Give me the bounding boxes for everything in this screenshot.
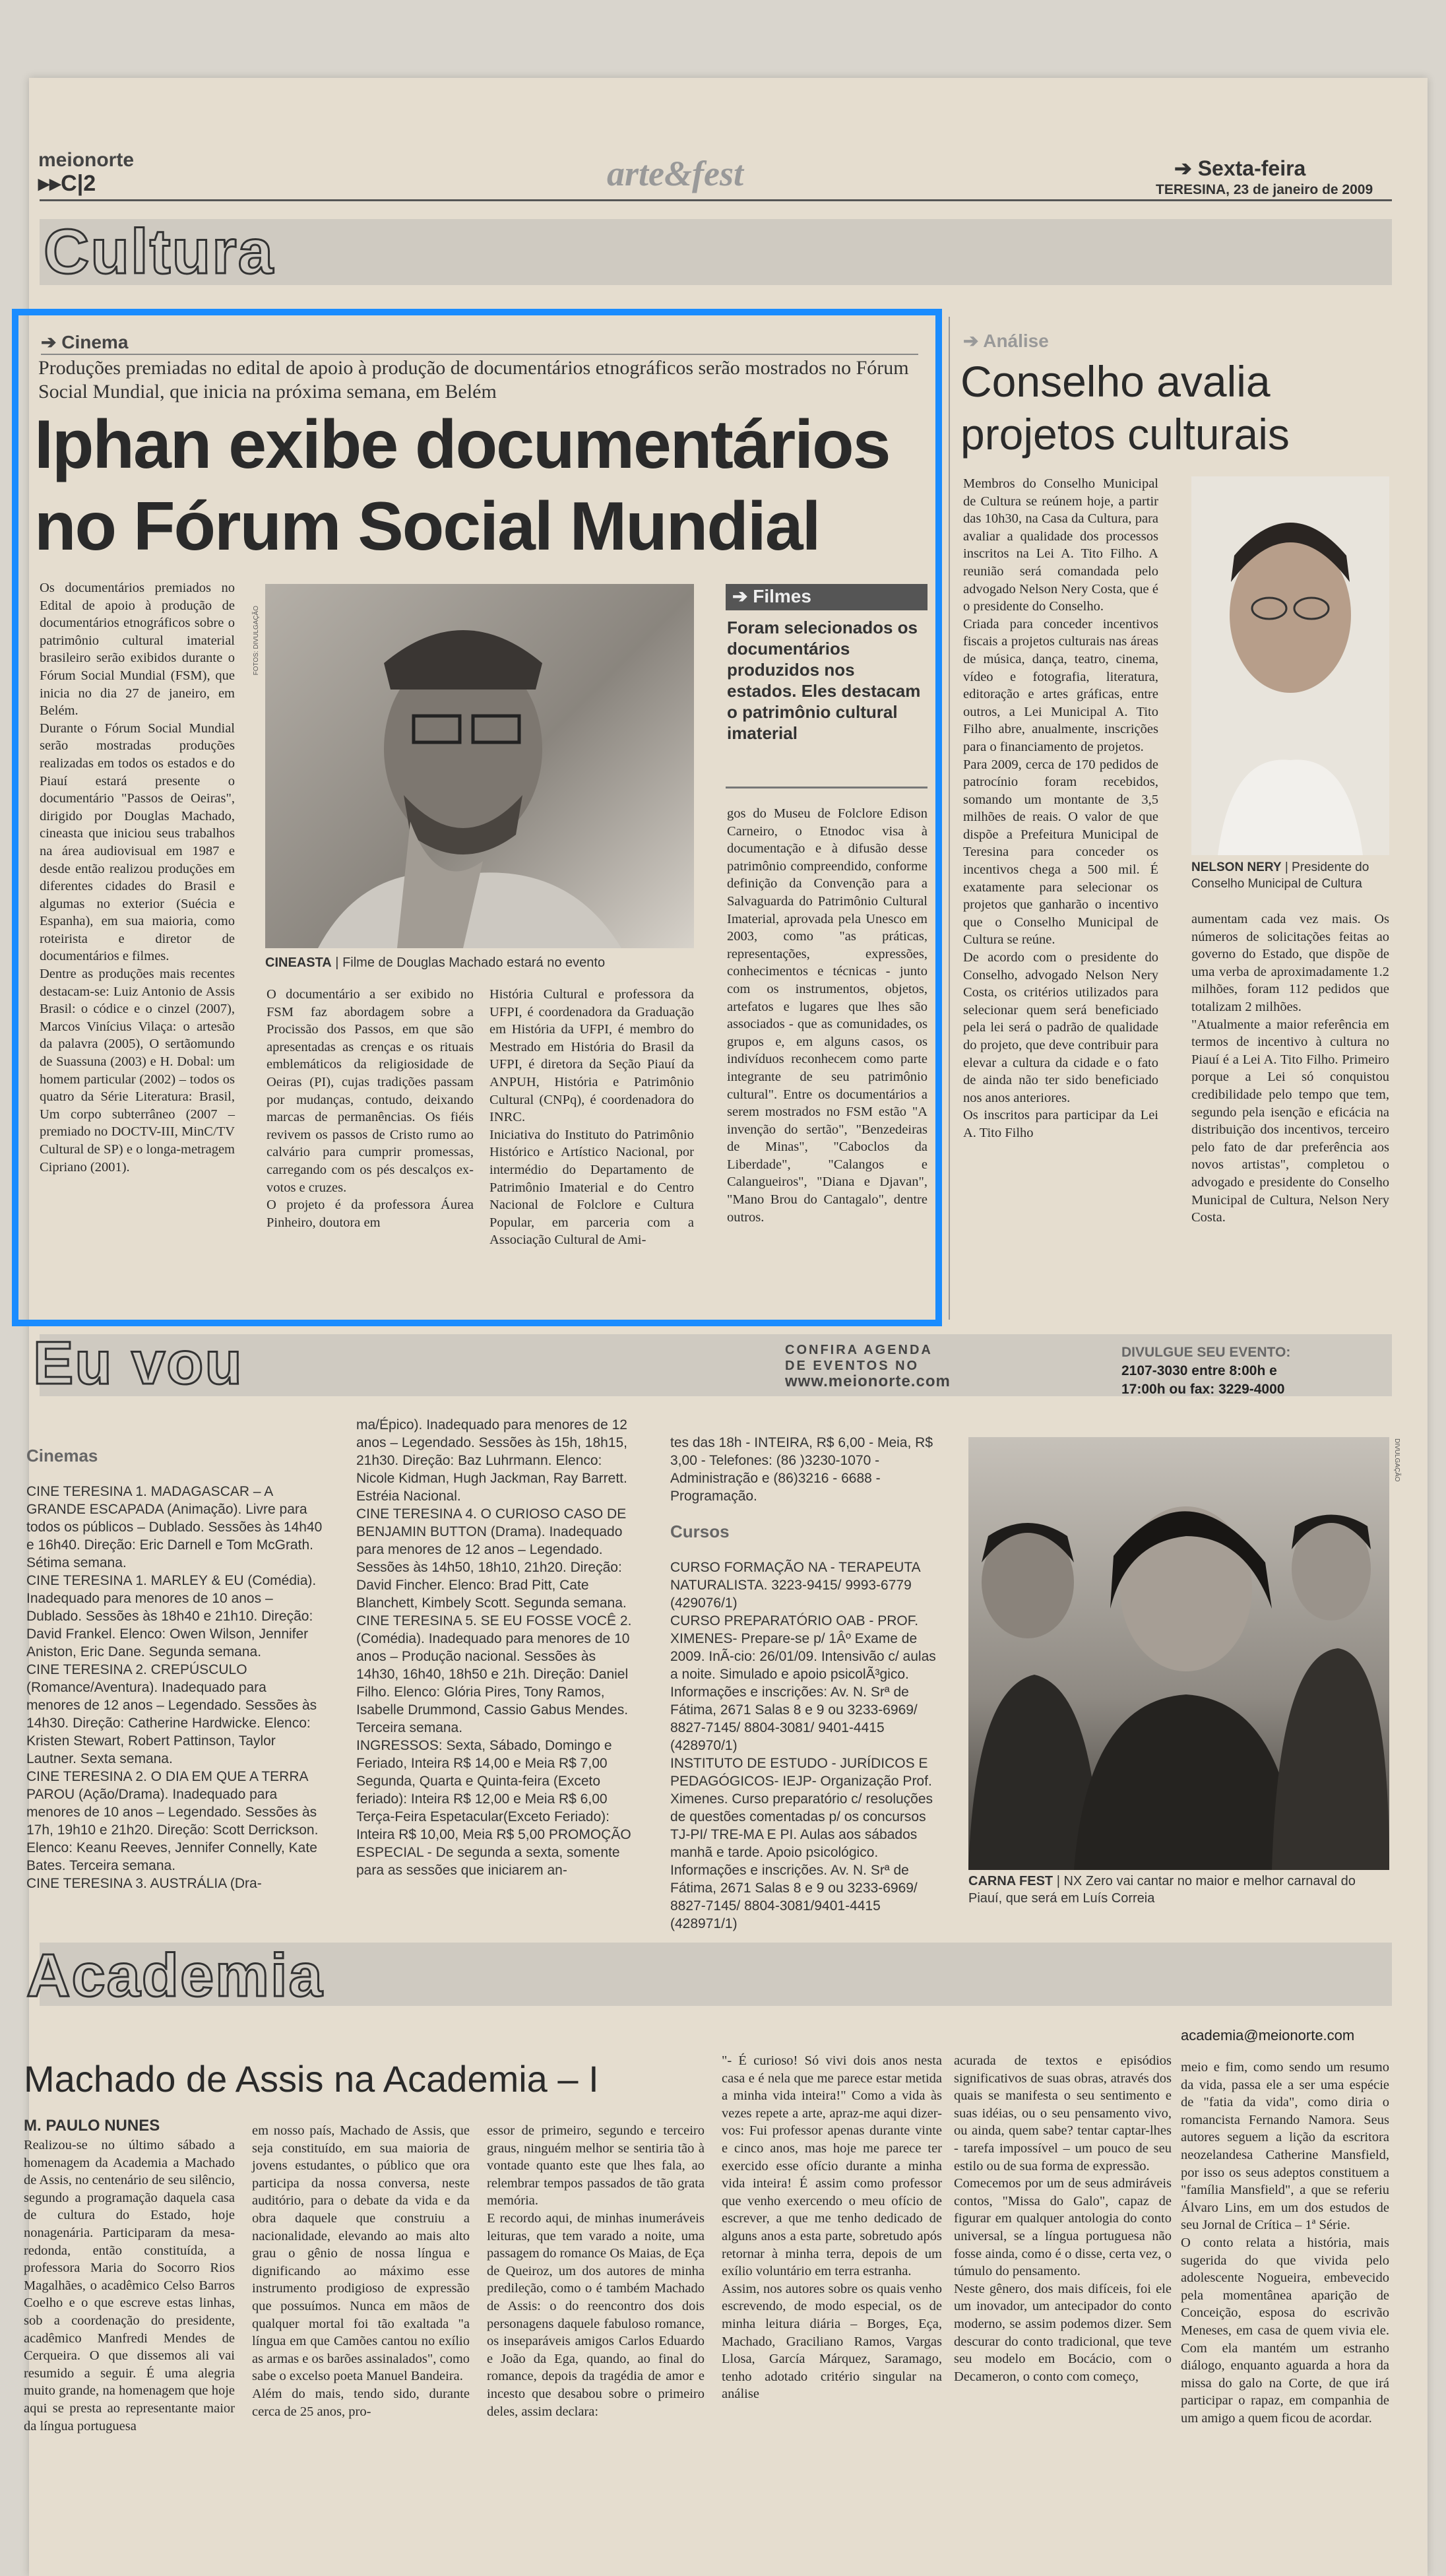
section-title-eu-vou: Eu vou [33, 1330, 243, 1397]
eu-vou-caption-text: NX Zero vai cantar no maior e melhor carnaval do Piauí, que será em Luís Correia [968, 1874, 1356, 1906]
man-portrait-icon [1191, 476, 1389, 855]
sidebar-tag-text: Filmes [753, 586, 811, 606]
analise-headline [960, 355, 1396, 461]
man-portrait-icon [265, 584, 694, 948]
divulgue-title: DIVULGUE SEU EVENTO: [1121, 1345, 1291, 1360]
sidebar-tag [726, 584, 927, 610]
section-title-cultura: Cultura [44, 216, 274, 287]
sidebar-rule [726, 787, 927, 789]
divulgue-line-1: 2107-3030 entre 8:00h e [1121, 1363, 1277, 1378]
header-rule [40, 199, 1392, 201]
article-deck: Produções premiadas no edital de apoio à produção de documentários etnográficos serão mostrados no Fórum Social Mundial, que inicia na próxima semana, em Belém [38, 357, 909, 402]
section-title-academia: Academia [26, 1942, 324, 2009]
arrow-icon: ➔ [963, 331, 979, 351]
weekday [1174, 156, 1305, 181]
analise-column-1: Membros do Conselho Municipal de Cultura se reúnem hoje, a partir das 10h30, na Casa da Cultura, para avaliar a qualidade dos processos inscritos na Lei A. Tito Filho. A reunião será comandada pelo advogado Nelson Nery Costa, que é o presidente do Conselho. Criada para conceder incentivos fiscais a projetos culturais nas áreas de música, dança, teatro, cinema, vídeo e fotografia, literatura, editoração e artes gráficas, entre outros, a Lei Municipal A. Tito Filho abre, anualmente, inscrições para o financiamento de projetos. Para 2009, cerca de 170 pedidos de patrocínio foram recebidos, somando um montante de 3,5 milhões de reais. O valor de que dispõe a Prefeitura Municipal de Teresina para conceder os incentivos chega a 500 mil. É exatamente para selecionar os projetos que ganharão o incentivo que o Conselho Municipal de Cultura se reúne. De acordo com o presidente do Conselho, advogado Nelson Nery Costa, os critérios utilizados para selecionar quem será beneficiado pela lei será o padrão de qualidade do projeto, que deve contribuir para elevar a cultura da cidade e o fato de ainda não ter sido beneficiado nos anos anteriores. Os inscritos para participar da Lei A. Tito Filho [963, 476, 1158, 1140]
divulgue-box [1121, 1343, 1290, 1399]
analise-divider [949, 317, 950, 1320]
article-column-2: O documentário a ser exibido no FSM faz abordagem sobre a Procissão dos Passos, em que são apresentadas as crenças e os rituais emblemáticos da religiosidade de Oeiras (PI), cujas tradições passam por mudanças, contudo, deixando marcas de permanências. Os fiéis revivem os passos de Cristo rumo ao calvário para cumprir promessas, carregando com os pés descalços ex-votos e cruzes. O projeto é da professora Áurea Pinheiro, doutora em [267, 987, 474, 1230]
analise-photo-caption: NELSON NERY | Presidente do Conselho Municipal de Cultura [1191, 860, 1369, 891]
academia-email-link[interactable]: academia@meionorte.com [1181, 2027, 1355, 2044]
cursos-listing: CURSO FORMAÇÃO NA - TERAPEUTA NATURALISTA. 3223-9415/ 9993-6779 (429076/1) CURSO PREPARATÓRIO OAB - PROF. XIMENES- Prepare-se p/ 1Âº Exame de 2009. InÃ-cio: 26/01/09. Intensivão c/ aulas a noite. Simulado e apoio psicolÃ³gico. Informações e inscrições: Av. N. Srª de Fátima, 2671 Salas 8 e 9 ou 3233-6969/ 8827-7145/ 8804-3081/ 9401-4415 (428970/1) INSTITUTO DE ESTUDO - JURÍDICOS E PEDAGÓGICOS- IEJP- Organização Prof. Ximenes. Curso preparatório c/ resoluções de questões comentadas p/ os concursos TJ-PI/ TRE-MA E PI. Aulas aos sábados manhã e tarde. Apoio psicológico. Informações e inscrições. Av. N. Srª de Fátima, 2671 Salas 8 e 9 ou 3233-6969/ 8827-7145/ 8804-3081/9401-4415 (428971/1) [670, 1560, 936, 1931]
eu-vou-caption-label: CARNA FEST [968, 1874, 1053, 1888]
photo-nx-zero [968, 1437, 1389, 1870]
listing-column-1 [26, 1429, 323, 1911]
analise-headline-line-2: projetos culturais [960, 410, 1290, 459]
kicker-rule [41, 354, 918, 355]
article-column-3: História Cultural e professora da UFPI, é coordenadora da Graduação em História da UFPI, é membro do Mestrado em História do Brasil da UFPI, é diretora da Seção Piauí da ANPUH, História e Patrimônio Cultural (CNPq), é coordenadora do INRC. Iniciativa do Instituto do Patrimônio Histórico e Artístico Nacional, por intermédio do Departamento de Patrimônio Imaterial e do Centro Nacional de Folclore e Cultura Popular, em parceria com a Associação Cultural de Ami- [489, 987, 694, 1248]
eu-vou-photo-caption: CARNA FEST | NX Zero vai cantar no maior e melhor carnaval do Piauí, que será em Luís Correia [968, 1874, 1356, 1906]
analise-headline-line-1: Conselho avalia [960, 357, 1271, 406]
analise-column-2: aumentam cada vez mais. Os números de solicitações feitas ao governo do Estado, que dispõe de uma verba de aproximadamente 1.2 milhões, foram 112 pedidos que totalizam 2 milhões. "Atualmente a maior referência em termos de incentivo à cultura no Piauí é a Lei A. Tito Filho. Primeiro porque a Lei só conquistou credibilidade pelo tempo que tem, segundo pela isenção e eficácia na distribuição dos incentivos, terceiro pelo fato de dar preferência aos novos artistas", completou o advogado e presidente do Conselho Municipal de Cultura, Nelson Nery Costa. [1191, 912, 1389, 1225]
cursos-heading: Cursos [670, 1522, 730, 1541]
agenda-line-2: DE EVENTOS NO [785, 1359, 920, 1373]
kicker-text: Cinema [61, 332, 129, 352]
headline-line-1: Iphan exibe documentários [34, 406, 890, 483]
academia-column-2: em nosso país, Machado de Assis, que seja constituído, em sua maioria de jovens estudantes, o público que ora participa da nossa conversa, neste auditório, para o debate da vida e da obra daquele que construiu a nacionalidade, elevando ao mais alto grau o gênio de nossa língua e dignificando ao máximo esse instrumento prodigioso de expressão que possuímos. Nunca em mãos de qualquer mortal foi tão exaltada "a língua em que Camões cantou no exílio as armas e os barões assinalados", como sabe o excelso poeta Manuel Bandeira. Além do mais, tendo sido, durante cerca de 25 anos, pro- [252, 2123, 470, 2419]
dateline: TERESINA, 23 de janeiro de 2009 [1156, 182, 1373, 197]
academia-column-5: acurada de textos e episódios significativos de suas obras, através dos quais se manifesta o seu sentimento e suas idéias, ou o seu pensamento vivo, ou ainda, quem sabe? tentar captar-lhes - tarefa impossível – um pouco de seu estilo ou de sua forma de expressão. Comecemos por um de seus admiráveis contos, "Missa do Galo", capaz de figurar em qualquer antologia do conto universal, se a língua portuguesa não fosse ainda, como é o disse, certa vez, o túmulo do pensamento. Neste gênero, dos mais difíceis, foi ele um inovador, um antecipador do conto moderno, se assim podemos dizer. Sem descurar do conto tradicional, que teve seu modelo em Bocácio, com o Decameron, o conto com começo, [954, 2053, 1172, 2384]
double-arrow-icon: ▸▸ [38, 171, 61, 196]
academia-column-6: meio e fim, como sendo um resumo da vida, passa ele a ser uma espécie de "fatia da vida", como diria o romancista Fernando Namora. Seus autores seguem a lição da escritora neozelandesa Catherine Mansfield, por isso os seus adeptos constituem a "família Mansfield", a que se referiu Álvaro Lins, em um dos estudos de seu Jornal de Crítica – 1ª Série. O conto relata a história, mais sugerida do que vivida pelo adolescente Nogueira, embevecido pela momentânea aparição de Conceição, esposa do escrivão Meneses, em casa de quem vivia ele. Com ela mantém um estranho diálogo, enquanto aguarda a hora da missa do galo na Corte, de que irá participar o rapaz, em companhia de um amigo a quem ficou de acordar. [1181, 2060, 1389, 2426]
sidebar-text: Foram selecionados os documentários produzidos nos estados. Eles destacam o patrimônio cultural imaterial [727, 618, 921, 743]
arrow-icon: ➔ [732, 586, 748, 606]
academia-column-3: essor de primeiro, segundo e terceiro graus, ninguém melhor se sentiria tão à vontade quanto este que lhes fala, ao relembrar tempos passados de tão grata memória. E recordo aqui, de minhas inumeráveis leituras, que tem varado a noite, uma passagem do romance Os Maias, de Eça de Queiroz, um dos autores de minha predileção, como o é também Machado de Assis: o do reencontro dos dois personagens daquele fabuloso romance, os inseparáveis amigos Carlos Eduardo e João da Ega, quando, ao final do romance, depois da tragédia de amor e incesto que desabou sobre o primeiro deles, assim declara: [487, 2123, 705, 2419]
section-code [38, 170, 96, 197]
band-photo-icon [968, 1437, 1389, 1870]
cinema-prices-text: tes das 18h - INTEIRA, R$ 6,00 - Meia, R$ 3,00 - Telefones: (86 )3230-1070 - Administração e (86)3216 - 6688 - Programação. [670, 1435, 933, 1504]
kicker-analise-text: Análise [983, 331, 1049, 351]
academia-column-4: "- É curioso! Só vivi dois anos nesta casa e é nela que me parece estar metida a minha vida inteira!" Como a vida às vezes repete a arte, apraz-me aqui dizer-vos: Fui professor apenas durante vinte e cinco anos, mas hoje me parece ter exercido esse ofício durante a minha vida inteira! É assim como professor que venho exercendo o meu ofício de escrever, a que me tenho dedicado de alguns anos a esta parte, sobretudo após retornar à minha terra, depois de um exílio voluntário em terra estranha. Assim, nos autores sobre os quais venho escrevendo, de modo especial, os de minha leitura diária – Borges, Eça, Machado, Graciliano Ramos, Vargas Llosa, García Márquez, Saramago, tenho adotado critério singular na análise [722, 2053, 942, 2402]
photo-caption: CINEASTA | Filme de Douglas Machado estará no evento [265, 955, 606, 970]
analise-caption-text: Presidente do Conselho Municipal de Cultura [1191, 860, 1369, 891]
sidebar-box [726, 584, 927, 782]
byline: M. PAULO NUNES [24, 2117, 160, 2135]
cinemas-listing-1: CINE TERESINA 1. MADAGASCAR – A GRANDE ESCAPADA (Animação). Livre para todos os públicos – Dublado. Sessões às 14h40 e 16h40. Direção: Eric Darnell e Tom McGrath. Sétima semana. CINE TERESINA 1. MARLEY & EU (Comédia). Inadequado para menores de 10 anos – Dublado. Sessões às 18h40 e 21h10. Direção: David Frankel. Elenco: Owen Wilson, Jennifer Aniston, Eric Dane. Segunda semana. CINE TERESINA 2. CREPÚSCULO (Romance/Aventura). Inadequado para menores de 12 anos – Legendado. Sessões às 14h30. Direção: Catherine Hardwicke. Elenco: Kristen Stewart, Robert Pattinson, Taylor Lautner. Sexta semana. CINE TERESINA 2. O DIA EM QUE A TERRA PAROU (Ação/Drama). Inadequado para menores de 10 anos – Legendado. Sessões às 17h, 19h10 e 21h20. Direção: Scott Derrickson. Elenco: Keanu Reeves, Jennifer Connelly, Kate Bates. Terceira semana. CINE TERESINA 3. AUSTRÁLIA (Dra- [26, 1484, 323, 1891]
headline [34, 404, 938, 567]
caption-text: Filme de Douglas Machado estará no evento [342, 955, 606, 970]
academia-column-1: Realizou-se no último sábado a homenagem da Academia a Machado de Assis, no centenário de seu silêncio, segundo a programação daquela casa de cultura do Estado, hoje nonagenária. Participaram da mesa-redonda, então constituída, a professora Maria do Socorro Rios Magalhães, o acadêmico Celso Barros Coelho e o que escreve estas linhas, sob a coordenação do presidente, acadêmico Manfredi Mendes de Cerqueira. O que dissemos ali vai resumido a seguir. É uma alegria muito grande, na homenagem que hoje aqui se presta ao representante maior da língua portuguesa [24, 2138, 235, 2433]
agenda-box [785, 1342, 951, 1390]
agenda-line-1: CONFIRA AGENDA [785, 1343, 933, 1357]
listing-column-3 [670, 1416, 947, 1931]
headline-line-2: no Fórum Social Mundial [34, 488, 820, 565]
article-column-4: gos do Museu de Folclore Edison Carneiro, o Etnodoc visa à documentação e à difusão desse patrimônio compreendido, conforme definição da Convenção para a Salvaguarda do Patrimônio Cultural Imaterial, aprovada pela Unesco em 2003, como "as práticas, representações, expressões, conhecimentos e técnicas - junto com os instrumentos, objetos, artefatos e lugares que lhes são associados - que as comunidades, os grupos e, em alguns casos, os indivíduos reconhecem como parte integrante de seu patrimônio cultural". Entre os documentários a serem mostrados no FSM estão "A invenção do sertão", "Benzedeiras de Minas", "Caboclos da Liberdade", "Calangos e Calangueiros", "Diana e Djavan", "Mano Brou do Cantagalo", dentre outros. [727, 806, 927, 1225]
photo-douglas-machado [265, 584, 694, 948]
section-code-text: C|2 [61, 171, 96, 196]
listing-column-2: ma/Épico). Inadequado para menores de 12 anos – Legendado. Sessões às 15h, 18h15, 21h30. Direção: Baz Luhrmann. Elenco: Nicole Kidman, Hugh Jackman, Ray Barrett. Estréia Nacional. CINE TERESINA 4. O CURIOSO CASO DE BENJAMIN BUTTON (Drama). Inadequado para menores de 12 anos – Legendado. Sessões às 14h50, 18h10, 21h20. Direção: David Fincher. Elenco: Brad Pitt, Cate Blanchett, Kimbely Scott. Segunda semana. CINE TERESINA 5. SE EU FOSSE VOCÊ 2. (Comédia). Inadequado para menores de 10 anos – Produção nacional. Sessões às 14h30, 16h40, 18h50 e 21h. Direção: Daniel Filho. Elenco: Glória Pires, Tony Ramos, Isabelle Drummond, Cassio Gabus Mendes. Terceira semana. INGRESSOS: Sexta, Sábado, Domingo e Feriado, Inteira R$ 14,00 e Meia R$ 7,00 Segunda, Quarta e Quinta-feira (Exceto feriado): Inteira R$ 12,00 e Meia R$ 6,00 Terça-Feira Espetacular(Exceto Feriado): Inteira R$ 10,00, Meia R$ 5,00 PROMOÇÃO ESPECIAL - De segunda a sexta, somente para as sessões que iniciarem an- [356, 1417, 632, 1878]
agenda-url-link[interactable]: www.meionorte.com [785, 1372, 951, 1390]
kicker-analise [963, 330, 1049, 352]
cinemas-heading: Cinemas [26, 1446, 98, 1465]
analise-caption-label: NELSON NERY [1191, 860, 1282, 874]
caption-label: CINEASTA [265, 955, 332, 970]
photo-credit: FOTOS: DIVULGAÇÃO [253, 606, 260, 676]
arrow-icon: ➔ [41, 332, 57, 352]
eu-vou-photo-credit: DIVULGAÇÃO [1393, 1438, 1400, 1482]
academia-headline: Machado de Assis na Academia – I [24, 2058, 599, 2100]
arrow-icon: ➔ [1174, 156, 1192, 180]
masthead-logo: meionorte [38, 149, 135, 171]
photo-nelson-nery [1191, 476, 1389, 855]
kicker-cinema [41, 331, 128, 353]
article-column-1: Os documentários premiados no Edital de apoio à produção de documentários etnográficos sobre o patrimônio cultural imaterial brasileiro serão exibidos durante o Fórum Social Mundial (FSM), que inicia no dia 27 de janeiro, em Belém. Durante o Fórum Social Mundial serão mostradas produções realizadas em todos os estados e do Piauí estará presente o documentário "Passos de Oeiras", dirigido por Douglas Machado, cineasta que iniciou seus trabalhos na área audiovisual em 1987 e desde então realizou produções em diferentes cidades do Brasil e algumas no exterior (Suécia e Espanha), em sua maioria, como roteirista e diretor de documentários e filmes. Dentre as produções mais recentes destacam-se: Luiz Antonio de Assis Brasil: o códice e o cinzel (2007), Marcos Vinícius Vilaça: o artesão da palavra (2005), O sertãomundo de Suassuna (2003) e H. Dobal: um homem particular (2002) – todos os quatro da Série Literatura: Brasil, Um corpo subterrâneo (2007 – premiado no DOCTV-III, MinC/TV Cultural de SP) e o longa-metragem Cipriano (2001). [40, 581, 235, 1175]
divulgue-line-2: 17:00h ou fax: 3229-4000 [1121, 1382, 1285, 1397]
weekday-text: Sexta-feira [1197, 156, 1306, 180]
supplement-name: arte&fest [607, 154, 743, 193]
